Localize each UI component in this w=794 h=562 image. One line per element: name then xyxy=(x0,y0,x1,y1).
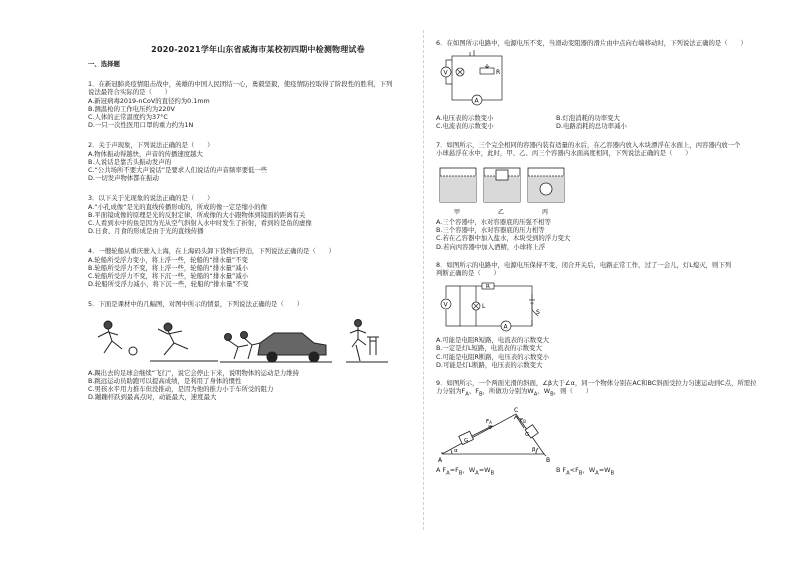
option: A.物体振动得越快，声音的传播速度越大 xyxy=(88,149,203,158)
option-row xyxy=(436,466,776,477)
question-stem: 3．以下关于光现象的说法正确的是（ ） xyxy=(88,194,214,203)
option: B.一定是灯L短路，电流表的示数变大 xyxy=(436,344,542,353)
option: B.跳远运动员助跑可以提高成绩，是利用了身体的惯性 xyxy=(88,376,242,385)
container-label-yi: 乙 xyxy=(498,209,505,217)
stem-part: ，所做功分别为W xyxy=(482,387,534,396)
question-stem: 6．在如图所示电路中，电源电压不变，当滑动变阻器的滑片由中点向右端移动时，下列说法正确的是（ ） xyxy=(436,39,747,47)
section-heading: 一、选择题 xyxy=(88,60,120,68)
angle-alpha-label: α xyxy=(454,447,458,454)
container-label-jia: 甲 xyxy=(454,209,461,217)
q6-circuit-diagram xyxy=(436,50,776,112)
gravity-label: G xyxy=(525,431,530,438)
pushing-car-figure xyxy=(220,331,332,362)
lamp-label: L xyxy=(482,303,486,311)
question-stem: 5．下面是课材中的几幅图，对图中所示的情景，下列说法正确的是（ ） xyxy=(88,300,303,309)
q7-containers-diagram xyxy=(436,160,776,218)
point-c-label: C xyxy=(514,406,519,414)
angle-beta-label: β xyxy=(532,446,536,453)
resistor-label: R xyxy=(496,69,501,77)
option: A.三个容器中，水对容器底的压强不相等 xyxy=(436,218,551,227)
question-stem: 2．关于声现象，下列说法正确的是（ ） xyxy=(88,141,214,150)
container-label-bing: 丙 xyxy=(542,209,549,217)
right-column xyxy=(436,39,776,477)
option: D.可能是灯L断路，电压表的示数变大 xyxy=(436,360,543,369)
option: B.测温枪的工作电压约为220V xyxy=(88,104,175,113)
option-row xyxy=(436,122,776,130)
option: C.轮船所受浮力不变，将下沉一些，轮船的“排水量”减小 xyxy=(88,272,249,281)
option: C.可能是电阻R断路，电压表的示数变小 xyxy=(436,352,550,361)
option: A.可能是电阻R短路，电流表的示数变大 xyxy=(436,336,549,345)
option: C.人看到水中的鱼是因为光从空气斜射入水中时发生了折射，看到的是鱼的虚像 xyxy=(88,219,312,228)
option: D.一只一次性医用口罩的重力约为1N xyxy=(88,121,194,130)
option: A.轮船所受浮力变小，将上浮一些，轮船的“排水量”不变 xyxy=(88,255,248,264)
question-stem: 1．在新冠肺炎疫情阻击战中，英雄的中国人民团结一心，勇毅坚毅，使疫情防控取得了阶段性的胜利，下列 xyxy=(88,80,393,89)
resistor-label: R xyxy=(486,284,490,291)
option: C.“公共场所不要大声说话”是要求人们说话的声音频率要低一些 xyxy=(88,166,268,175)
option: A.踢出去的足球会继续“飞行”，说它会停止下来，说明物体的运动是力维持 xyxy=(88,368,300,377)
option: B $F_A<F_B$，$W_A=W_B$ xyxy=(556,465,615,477)
question-stem: 8．如图所示的电路中，电源电压保持不变，闭合开关后，电路正常工作，过了一会儿，灯L熄灭，则下列 xyxy=(436,260,732,269)
question-6 xyxy=(436,39,776,131)
ammeter-label: A xyxy=(474,97,479,105)
q8-circuit-diagram xyxy=(436,280,776,336)
question-2 xyxy=(88,141,428,182)
force-b-label: FB xyxy=(520,417,526,424)
question-9 xyxy=(436,379,776,477)
option: D.轮船所受浮力减小，将下沉一些，轮船的“排水量”不变 xyxy=(88,280,249,289)
option: C.人体的正常温度约为37°C xyxy=(88,113,168,122)
option: C.男孩水平用力推车但没推动，是因为他的推力小于车所受的阻力 xyxy=(88,385,274,394)
question-stem: 7．如图所示，三个完全相同的容器内装有适量的水后，在乙容器内放入木块漂浮在水面上，丙容器内放一个 xyxy=(436,140,741,149)
option: B.人说话是靠舌头振动发声的 xyxy=(88,157,172,166)
option: B.灯泡消耗的功率变大 xyxy=(556,114,620,123)
option: A.“小孔成像”是光的直线传播形成的，所成的像一定是缩小的像 xyxy=(88,202,268,211)
voltmeter-label: V xyxy=(443,69,448,77)
gravity-label: G xyxy=(464,437,469,444)
voltmeter-label: V xyxy=(443,301,448,309)
question-1 xyxy=(88,80,428,129)
left-column xyxy=(88,60,428,401)
kicking-boy-figure xyxy=(98,321,137,355)
option: C.电流表的示数变小 xyxy=(436,122,494,131)
option: B.平面镜成像的原理是光的反射定律，所成像的大小跟物体到镜面的距离有关 xyxy=(88,210,306,219)
question-stem: 4．一艘轮船从重庆驶入上海，在上海码头卸下货物后停泊，下列说法正确的是（ ） xyxy=(88,247,335,256)
q9-incline-diagram xyxy=(436,402,776,464)
ammeter-label: A xyxy=(503,323,508,331)
q5-illustrations xyxy=(88,315,428,367)
switch-label: S xyxy=(536,309,540,317)
force-a-label: FA xyxy=(486,418,492,425)
option: D.日食、月食的形成是由于光的直线传播 xyxy=(88,227,204,236)
point-b-label: B xyxy=(546,456,551,464)
option: A.电压表的示数变小 xyxy=(436,114,494,123)
option: D.若向丙容器中加入酒精，小球将上浮 xyxy=(436,242,546,251)
stem-part: ，则（ ） xyxy=(553,387,593,396)
long-jump-figure xyxy=(150,323,218,361)
exam-title: 2020-2021学年山东省威海市某校初四期中检测物理试卷 xyxy=(151,45,365,54)
option: B.轮船所受浮力不变，将上浮一些，轮船的“排水量”减小 xyxy=(88,263,249,272)
point-a-label: A xyxy=(438,456,443,464)
question-5 xyxy=(88,300,428,401)
question-7 xyxy=(436,141,776,251)
stem-part: 力分别为F xyxy=(436,387,466,396)
question-4 xyxy=(88,247,428,288)
option: D.电路消耗的总功率减小 xyxy=(556,122,627,131)
question-stem: 小球悬浮在水中，此时，甲、乙、丙三个容器内水面高度相同，下列说法正确的是（ ） xyxy=(436,148,692,157)
question-8 xyxy=(436,261,776,369)
pogo-stick-figure xyxy=(346,319,388,362)
option: D.蹦蹦杆跃到最高点时，动能最大，速度最大 xyxy=(88,393,217,402)
question-stem: 9．如图所示，一个两面光滑的斜面，∠β大于∠α，同一个物体分别在AC和BC斜面受拉力匀速运动到C点，所需拉 xyxy=(436,379,757,388)
option: C.若在乙容器中加入盐水，木块受到的浮力变大 xyxy=(436,234,571,243)
option: D.一切发声物体都在振动 xyxy=(88,174,159,183)
question-stem: 判断正确的是（ ） xyxy=(436,269,500,278)
option: A.新冠病毒2019-nCoV的直径约为0.1mm xyxy=(88,96,210,105)
question-stem: 说法最符合实际的是（ ） xyxy=(88,88,172,97)
question-stem-line: 力分别为$F_A$、$F_B$，所做功分别为$W_A$、$W_B$，则（ ） xyxy=(436,387,593,398)
option: B.三个容器中，水对容器底的压力相等 xyxy=(436,226,545,235)
question-3 xyxy=(88,194,428,235)
option: A $F_A=F_B$，$W_A=W_B$ xyxy=(436,465,495,477)
